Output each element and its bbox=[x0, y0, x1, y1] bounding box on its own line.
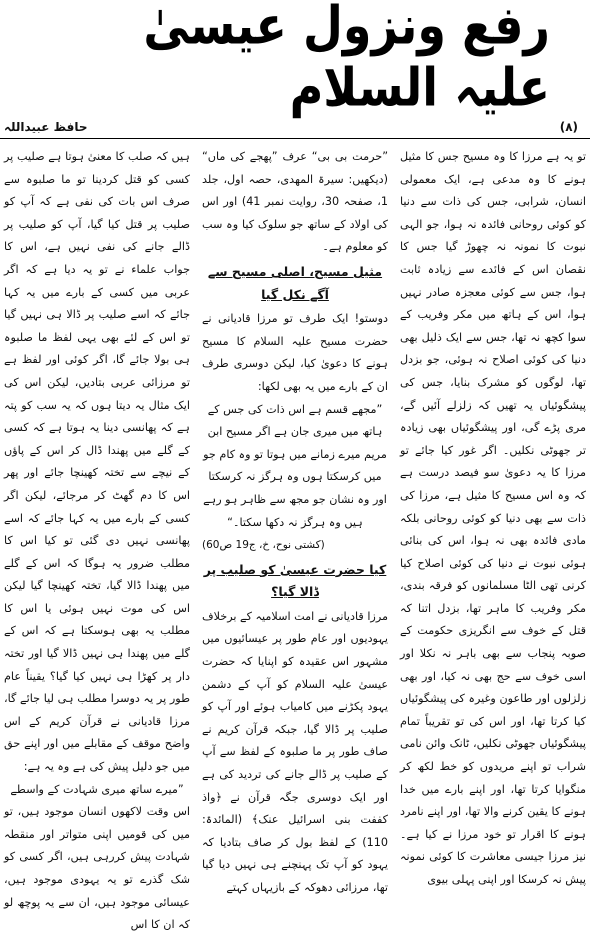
column-left bbox=[4, 146, 190, 932]
column-middle bbox=[202, 146, 388, 894]
author-name: حافظ عبیداللہ bbox=[4, 120, 88, 134]
article-title-banner bbox=[40, 0, 550, 119]
column-middle-intro: ”حرمت بی بی“ عرف ”پھجے کی ماں“ (دیکھیں: سیرۃ المھدی، حصہ اول، جلد 1، صفحہ 30، روایت نمبر 41) اور اس کی اولاد کے ساتھ جو سلوک کیا وہ سب کو معلوم ہے۔ bbox=[202, 150, 388, 254]
column-left-quote: ”میرے ساتھ میری شہادت کے واسطے bbox=[10, 782, 184, 796]
column-right-text: تو یہ ہے مرزا کا وہ مسیح جس کا مثیل ہونے کا وہ مدعی ہے، ایک معمولی انسان، شرابی، جس کی ذات سے دنیا کو کوئی روحانی فائدہ نہ ہوا، جو الہی نبوت کا نمونہ نہ چھوڑ گیا جس کا نقصان اس کے فائدے سے زیادہ ثابت ہوا، جس سے کوئی معجزہ صادر نہیں ہوا، اس کے ہاتھ میں مکر وفریب کے سوا کچھ نہ تھا، جس سے ایک ذلیل بھی دنیا کی کوئی اصلاح نہ ہوئی، جو بزدل تھا، لوگوں کو مشرک بنایا، جس کی پیشگوئیاں یہ تھیں کہ زلزلے آئیں گے، مری پڑے گی، اور پیشگوئیاں بھی زیادہ تر جھوٹی نکلیں۔ اگر غور کیا جائے تو مرزا کا یہ دعویٰ سو فیصد درست ہے کہ وہ اس مسیح کا مثیل ہے، مرزا کی ذات سے بھی دنیا کو کوئی روحانی بلکہ مادی فائدہ بھی نہ ہوا، اس کی بنائی ہوئی نبوت نے دنیا کی کوئی اصلاح کیا کرنی تھی الٹا مسلمانوں کو فرقہ بندی، مکر وفریب کا ماہر تھا، بزدل اتنا کہ قتل کے خوف سے انگریزی حکومت کے صوبہ پنجاب سے بھی باہر نہ نکلا اور اسی خوف سے حج بھی نہ کیا، اور بھی زلزلوں اور طاعون وغیرہ کی پیشگوئیاں کیا کرتا تھا، اور اس کی تو تقریباً تمام پیشگوئیاں جھوٹی نکلیں، ٹانک وائن نامی شراب تو اپنے مریدوں کو خط لکھ کر منگوایا کرتا تھا، اور اپنے بارے میں خدا ہونے کا یقین کرنے والا تھا، اور اپنے نامرد ہونے کا اقرار تو خود مرزا نے کیا ہے۔ نیز مرزا جیسی معاشرت کا کوئی نمونہ پیش نہ کرسکا اور اپنی پہلی بیوی bbox=[400, 150, 586, 886]
column-right bbox=[400, 146, 586, 886]
subheading-salib: کیا حضرت عیسیٰ کو صلیب پر ڈالا گیا؟ bbox=[203, 561, 387, 600]
quotation-text: ”مجھے قسم ہے اس ذات کی جس کے ہاتھ میں میری جان ہے اگر مسیح ابن مریم میرے زمانے میں ہوتا تو وہ کام جو میں کرسکتا ہوں وہ ہرگز نہ کرسکتا اور وہ نشان جو مجھ سے ظاہر ہو رہے ہیں وہ ہرگز نہ دکھا سکتا۔“ bbox=[203, 402, 387, 529]
article-header-bar bbox=[0, 116, 590, 139]
article-title: رفع ونزول عیسیٰ علیہ السلام bbox=[143, 0, 550, 119]
quotation-reference: (کشتی نوح، خ، ج19 ص60) bbox=[202, 539, 325, 552]
column-middle-paragraph: دوستو! ایک طرف تو مرزا قادیانی نے حضرت مسیح علیہ السلام کا مسیح ہونے کا دعویٰ کیا، لیکن دوسری طرف ان کے بارے میں یہ بھی لکھا: bbox=[202, 312, 388, 393]
page-number: (۸) bbox=[559, 120, 578, 134]
subheading-mithl-masih: مثیل مسیح، اصلی مسیح سے آگے نکل گیا bbox=[207, 263, 383, 302]
column-left-paragraph-2: اس وقت لاکھوں انسان موجود ہیں، تو میں کی قومیں اپنی متواتر اور منقطہ شہادت پیش کررہی ہیں، اگر کسی کو شک گذرے تو یہ یہودی موجود ہیں، عیسائی موجود ہیں، ان سے یہ پوچھ لو کہ ان کا اس bbox=[4, 805, 190, 932]
column-middle-paragraph-2: مرزا قادیانی نے امت اسلامیہ کے برخلاف یہودیوں اور عام طور پر عیسائیوں میں مشہور اس عقیدہ کو اپنایا کہ حضرت عیسیٰ علیہ السلام کو آپ کے دشمن یہود پکڑنے میں کامیاب ہوئے اور آپ کو صلیب پر ڈالا گیا، جبکہ قرآن کریم نے صاف طور پر ما صلبوہ کے لفظ سے آپ کے صلیب پر ڈالے جانے کی تردید کی ہے اور ایک دوسری جگہ قرآن نے ﴿واذ کففت بنی اسرائیل عنک﴾ (المائدۃ: 110) کے لفظ بول کر صاف بتادیا کہ یہود کو آپ تک پہنچنے ہی نہیں دیا گیا تھا، مرزائی دھوکہ کے بازیہاں کہتے bbox=[202, 609, 388, 894]
article-columns bbox=[4, 146, 586, 932]
column-left-paragraph: ہیں کہ صلب کا معنیٰ ہوتا ہے صلیب پر کسی کو قتل کردینا تو ما صلبوہ سے صرف اس بات کی نفی ہے کہ آپ کو صلیب پر قتل کیا گیا، آپ کو صلیب پر ڈالے جانے کی نفی نہیں ہے، اس کا جواب علماء نے تو یہ دیا ہے کہ اگر عربی میں کسی کے بارے میں یہ کہا جائے کہ اسے صلیب پر ڈالا ہی نہیں گیا تو اس کے لئے بھی یہی لفظ ما صلبوہ ہی بولا جائے گا، اگر کوئی اور لفظ ہے تو مرزائی عربی بتادیں، لیکن اس کی ایک مثال یہ دیتا ہوں کہ یہ سب کو پتہ ہے کہ پھانسی دینا یہ ہوتا ہے کہ کسی کے گلے میں پھندا ڈال کر اس کے پاؤں کے نیچے سے تختہ کھینچا جائے اور پھر اس کا دم گھٹ کر مرجائے، لیکن اگر کسی کے بارے میں یہ کہا جائے کہ اسے پھانسی نہیں دی گئی تو کیا اس کا مطلب ضرور یہ ہوگا کہ اس کے گلے میں پھندا ڈالا گیا، تختہ کھینچا گیا لیکن اس کی موت نہیں ہوئی یا اس کا مطلب یہ بھی ہوسکتا ہے کہ اس کے گلے میں پھندا ہی نہیں ڈالا گیا اور تختہ دار پر کھڑا ہی نہیں کیا گیا؟ یقیناً عام طور پر یہ دوسرا مطلب ہی لیا جائے گا، مرزا قادیانی نے قرآن کریم کے اس واضح موقف کے مقابلے میں اور اپنے حق میں جو دلیل پیش کی ہے وہ یہ ہے: bbox=[4, 150, 190, 774]
